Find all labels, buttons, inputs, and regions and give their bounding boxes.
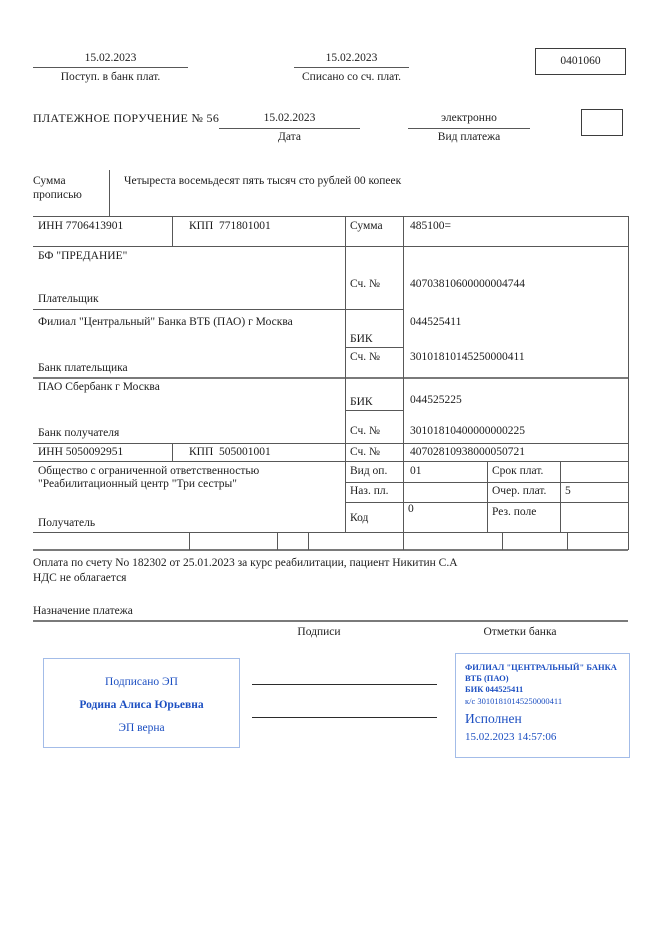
grid-line	[33, 216, 628, 217]
reserve-field-label: Рез. поле	[492, 506, 537, 518]
payer-bank-bik-label: БИК	[350, 333, 373, 345]
purpose-line-1: Оплата по счету No 182302 от 25.01.2023 за курс реабилитации, пациент Никитин С.А	[33, 557, 458, 569]
pay-order-value: 5	[565, 485, 571, 497]
signature-line-2	[252, 717, 437, 718]
payee-bank-account-label: Сч. №	[350, 425, 381, 437]
bank-marks-label: Отметки банка	[483, 626, 557, 638]
payee-bank-bik: 044525225	[410, 394, 462, 406]
payer-account: 40703810600000004744	[410, 278, 525, 290]
payer-bank-account: 30101810145250000411	[410, 351, 525, 363]
signature-stamp	[43, 658, 240, 748]
payee-kpp: КПП 505001001	[189, 446, 271, 458]
grid-line	[172, 216, 173, 246]
bank-stamp-corr-account: к/с 30101810145250000411	[465, 696, 563, 706]
grid-line	[403, 216, 404, 550]
purpose-line-2: НДС не облагается	[33, 572, 127, 584]
grid-line	[189, 532, 190, 550]
grid-line	[33, 461, 628, 462]
bank-stamp-bank-name-1: ФИЛИАЛ "ЦЕНТРАЛЬНЫЙ" БАНКА	[465, 662, 617, 672]
grid-line	[628, 216, 629, 550]
op-type-value: 01	[410, 465, 422, 477]
received-date-label: Поступ. в банк плат.	[60, 71, 161, 83]
payer-bank-account-label: Сч. №	[350, 351, 381, 363]
payer-bank-bik: 044525411	[410, 316, 462, 328]
debited-date: 15.02.2023	[325, 52, 378, 64]
op-type-label: Вид оп.	[350, 465, 388, 477]
payment-kind-value: электронно	[441, 112, 497, 124]
grid-line	[560, 461, 561, 532]
signature-stamp-valid-label: ЭП верна	[118, 722, 165, 734]
payer-kpp: КПП 771801001	[189, 220, 271, 232]
grid-line	[33, 532, 628, 533]
section-line	[33, 549, 628, 551]
amount-words-label-1: Сумма	[33, 175, 66, 187]
payee-account: 40702810938000050721	[410, 446, 525, 458]
grid-line	[277, 532, 278, 550]
section-line	[33, 377, 628, 379]
grid-line	[487, 461, 488, 532]
document-date: 15.02.2023	[263, 112, 316, 124]
grid-line	[109, 170, 110, 216]
payee-bank-label: Банк получателя	[38, 427, 120, 439]
payee-label: Получатель	[38, 517, 96, 529]
payer-name: БФ "ПРЕДАНИЕ"	[38, 250, 128, 262]
underline	[408, 128, 530, 129]
amount-words-label-2: прописью	[33, 189, 82, 201]
section-line	[33, 620, 628, 622]
pay-term-label: Срок плат.	[492, 465, 544, 477]
grid-line	[33, 443, 628, 444]
form-code: 0401060	[560, 55, 601, 67]
payee-bank-bik-label: БИК	[350, 396, 373, 408]
grid-line	[345, 347, 403, 348]
bank-stamp-bik: БИК 044525411	[465, 684, 524, 694]
payer-inn: ИНН 7706413901	[38, 220, 124, 232]
signer-name: Родина Алиса Юрьевна	[79, 699, 204, 711]
bank-stamp-bank-name-2: ВТБ (ПАО)	[465, 673, 509, 683]
signature-stamp-signed-label: Подписано ЭП	[105, 676, 178, 688]
grid-line	[345, 410, 403, 411]
underline	[219, 128, 360, 129]
bank-stamp	[455, 653, 630, 758]
pay-order-label: Очер. плат.	[492, 485, 547, 497]
purpose-code-label: Наз. пл.	[350, 485, 389, 497]
signatures-label: Подписи	[297, 626, 341, 638]
grid-line	[33, 309, 403, 310]
form-code-box	[535, 48, 626, 75]
code-value: 0	[408, 503, 414, 515]
payer-account-label: Сч. №	[350, 278, 381, 290]
document-date-label: Дата	[278, 131, 301, 143]
payer-bank-name: Филиал "Центральный" Банка ВТБ (ПАО) г Москва	[38, 316, 293, 328]
payee-name: Общество с ограниченной ответственностью "Реабилитационный центр "Три сестры"	[38, 465, 263, 491]
bank-stamp-status: Исполнен	[465, 711, 522, 726]
code-label: Код	[350, 512, 369, 524]
payer-bank-label: Банк плательщика	[38, 362, 128, 374]
amount-value: 485100=	[410, 220, 451, 232]
payer-label: Плательщик	[38, 293, 99, 305]
amount-label: Сумма	[350, 220, 383, 232]
grid-line	[345, 216, 346, 532]
purpose-label: Назначение платежа	[33, 605, 133, 617]
bank-stamp-datetime: 15.02.2023 14:57:06	[465, 731, 557, 743]
payee-bank-account: 30101810400000000225	[410, 425, 525, 437]
underline	[33, 67, 188, 68]
underline	[294, 67, 409, 68]
grid-line	[308, 532, 309, 550]
grid-line	[33, 246, 628, 247]
debited-date-label: Списано со сч. плат.	[302, 71, 401, 83]
payee-bank-name: ПАО Сбербанк г Москва	[38, 381, 160, 393]
payee-account-label: Сч. №	[350, 446, 381, 458]
status-field-box	[581, 109, 623, 136]
grid-line	[502, 532, 503, 550]
payment-kind-label: Вид платежа	[437, 131, 501, 143]
signature-line-1	[252, 684, 437, 685]
payee-inn: ИНН 5050092951	[38, 446, 124, 458]
grid-line	[172, 443, 173, 461]
grid-line	[567, 532, 568, 550]
amount-words: Четыреста восемьдесят пять тысяч сто рублей 00 копеек	[124, 175, 402, 187]
document-title: ПЛАТЕЖНОЕ ПОРУЧЕНИЕ № 56	[33, 111, 220, 125]
received-date: 15.02.2023	[84, 52, 137, 64]
